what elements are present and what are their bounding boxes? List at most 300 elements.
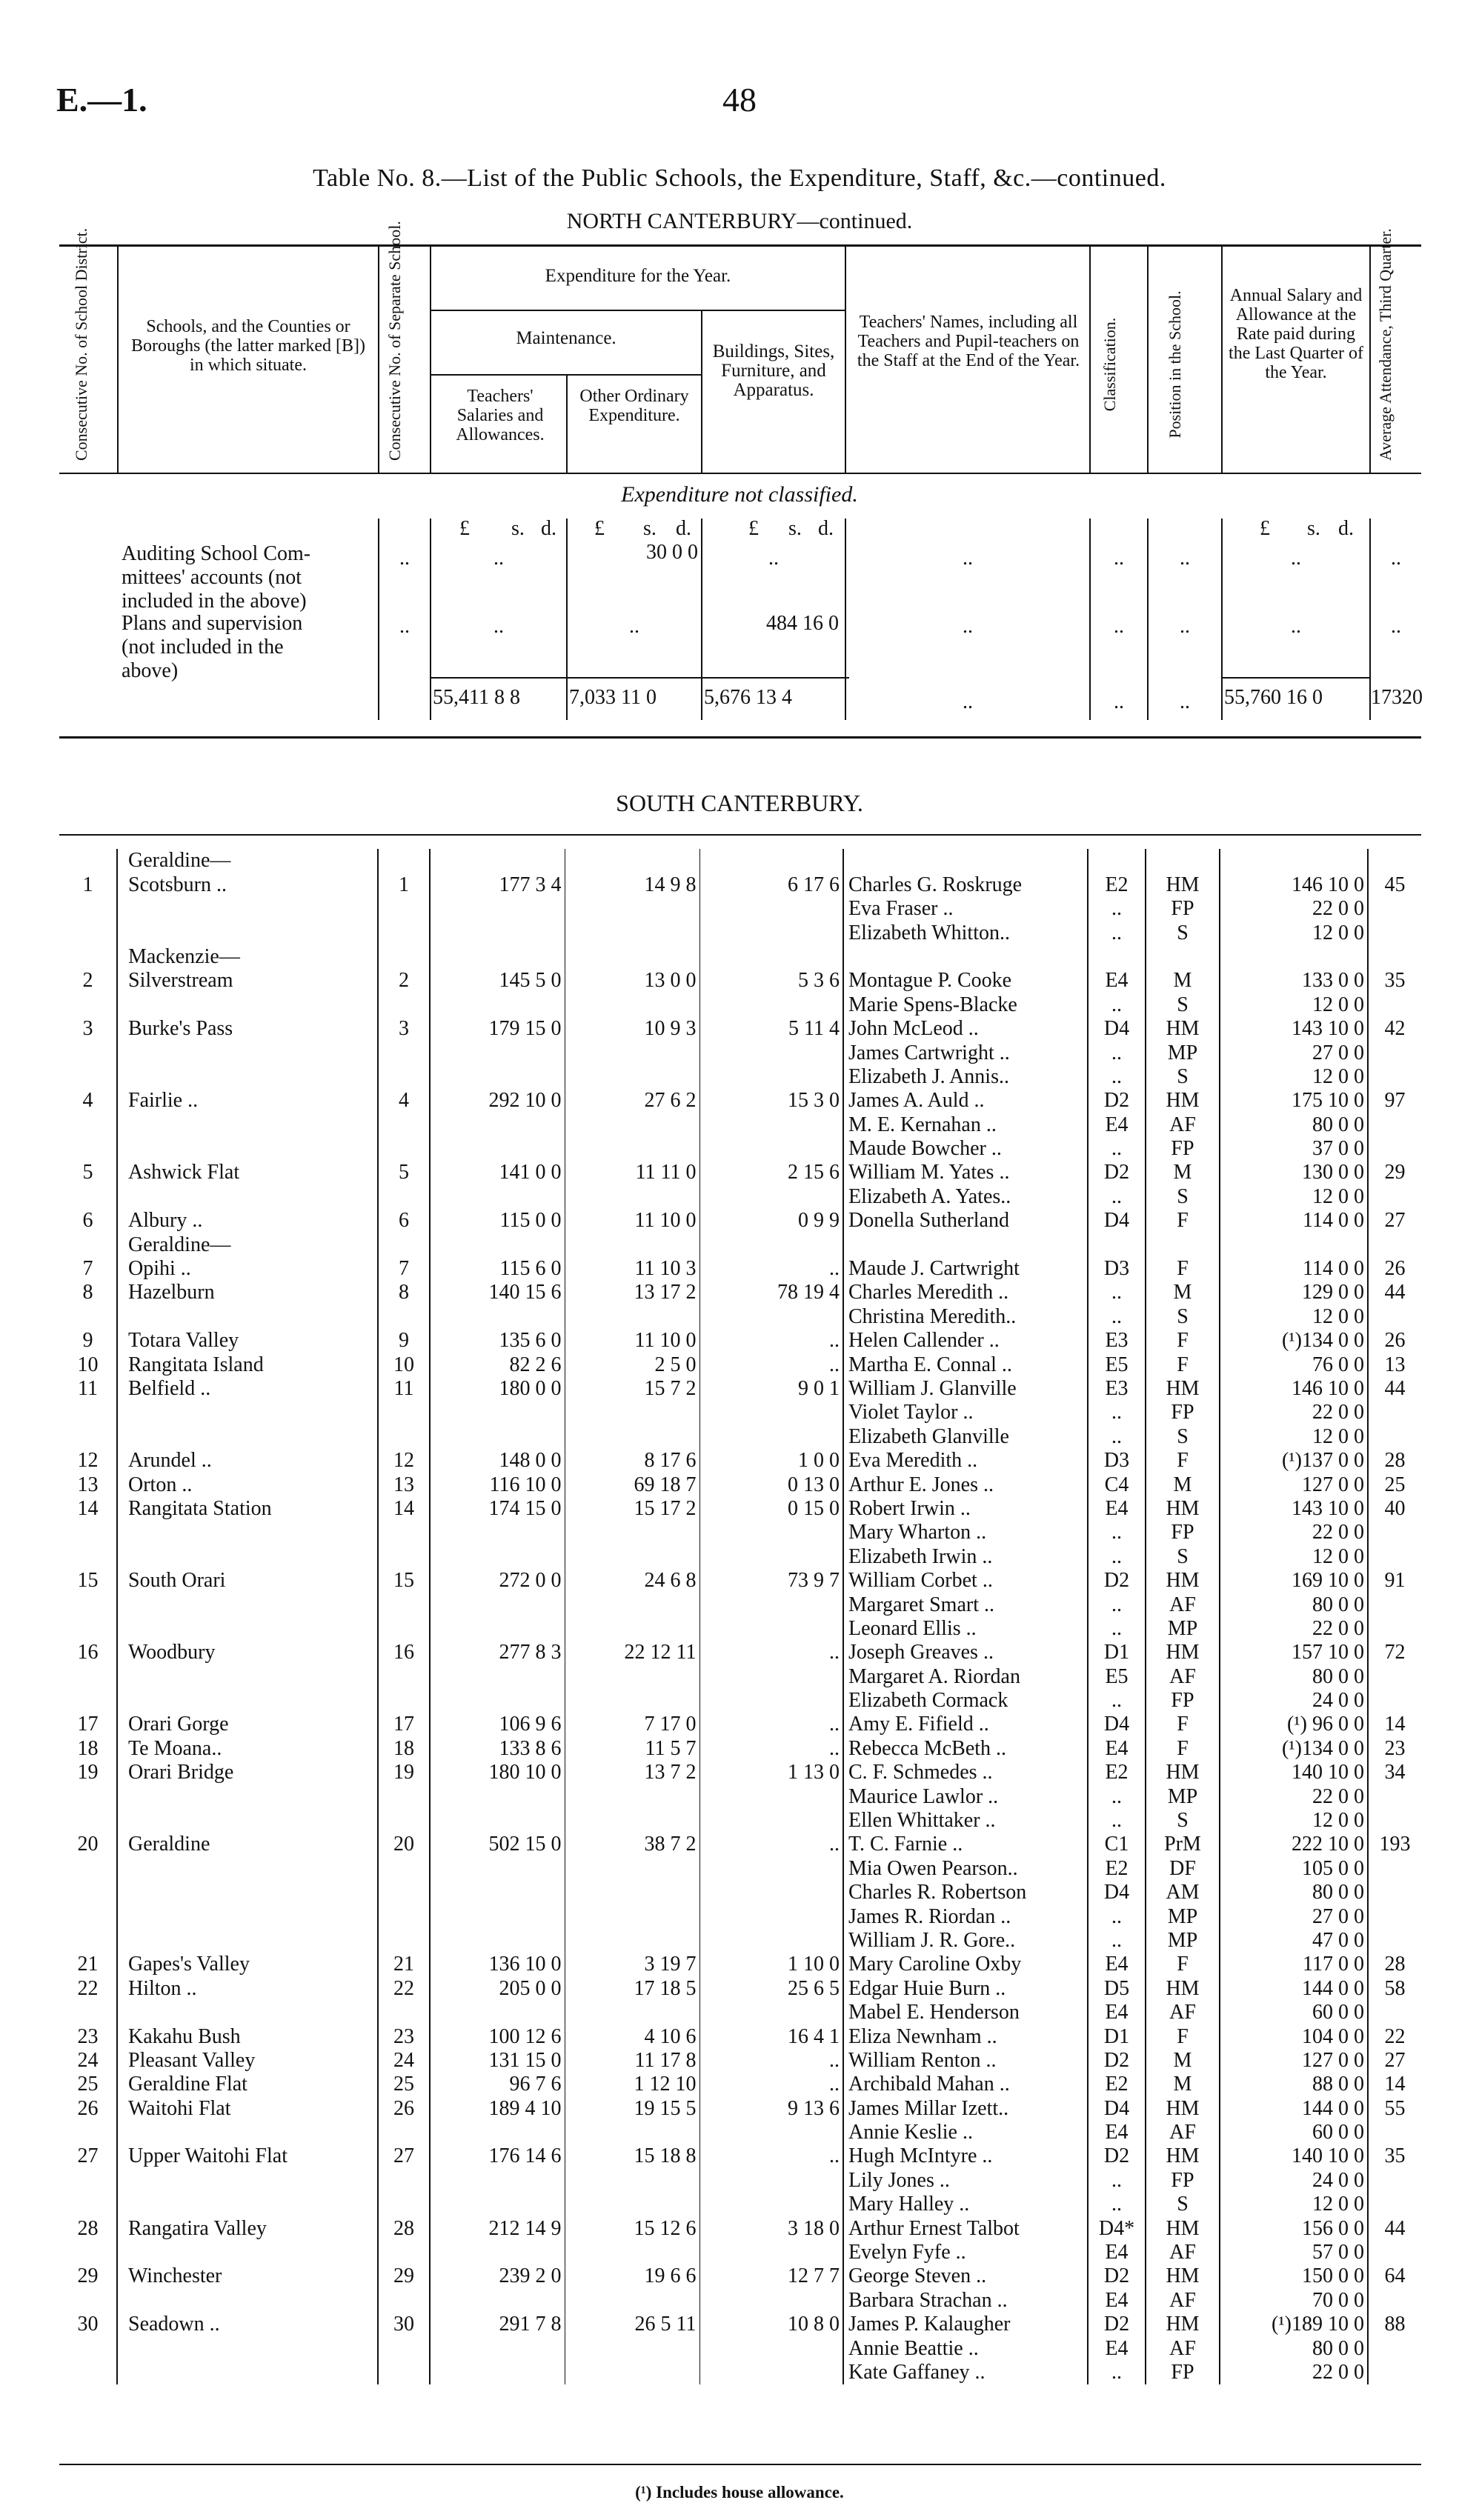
cell-att: 44 bbox=[1384, 1376, 1406, 1400]
cell-dist bbox=[59, 2336, 117, 2360]
table-row bbox=[59, 1593, 1421, 1616]
cell-sal: 12 0 0 bbox=[1220, 1424, 1368, 1448]
cell-att bbox=[1368, 2168, 1421, 2192]
cell-sep bbox=[378, 1689, 430, 1713]
cell-ox: 11 10 0 bbox=[565, 1329, 699, 1353]
cell-school bbox=[117, 2001, 378, 2024]
cell-ox: 11 11 0 bbox=[565, 1161, 699, 1184]
cell-sal: 12 0 0 bbox=[1220, 993, 1368, 1016]
table-row bbox=[59, 1976, 1421, 2000]
cell-school: Totara Valley bbox=[117, 1329, 378, 1353]
cell-sep bbox=[378, 945, 430, 969]
cell-ts: 179 15 0 bbox=[430, 1017, 565, 1041]
cell-ts: 148 0 0 bbox=[430, 1449, 565, 1473]
cell-ox: 15 18 8 bbox=[565, 2144, 699, 2168]
cell-cl: D2 bbox=[1088, 2313, 1146, 2336]
cell-dist bbox=[59, 2121, 117, 2144]
cell-ts: 106 9 6 bbox=[430, 1713, 565, 1736]
cell-pos: HM bbox=[1146, 1377, 1220, 1401]
cell-teacher: Mary Caroline Oxby bbox=[843, 1953, 1088, 1976]
cell-pos: AF bbox=[1146, 2121, 1220, 2144]
cell-ox: 22 12 11 bbox=[565, 1641, 699, 1664]
cell-ts bbox=[430, 921, 565, 944]
cell-ox bbox=[565, 1809, 699, 1833]
cell-cl: .. bbox=[1088, 1401, 1146, 1424]
cell-att: 35 bbox=[1384, 969, 1406, 993]
cell-ox: 27 6 2 bbox=[565, 1089, 699, 1113]
cell-sep: 4 bbox=[378, 1089, 430, 1113]
cell-sal: 22 0 0 bbox=[1220, 1401, 1368, 1424]
cell-ts bbox=[430, 1401, 565, 1424]
cell-sal: 157 10 0 bbox=[1220, 1641, 1368, 1664]
cell-pos: HM bbox=[1146, 1976, 1220, 2000]
cell-att: 58 bbox=[1384, 1976, 1406, 2000]
table-row bbox=[59, 2336, 1421, 2360]
cell-teacher: Lily Jones .. bbox=[843, 2168, 1088, 2192]
cell-sal: 47 0 0 bbox=[1220, 1929, 1368, 1953]
cell-att bbox=[1368, 2361, 1421, 2384]
cell-att bbox=[1368, 945, 1421, 969]
cell-school bbox=[117, 1424, 378, 1448]
cell-att bbox=[1368, 1041, 1421, 1064]
cell-ox bbox=[565, 2121, 699, 2144]
cell-dist: 3 bbox=[59, 1017, 117, 1041]
cell-school: Pleasant Valley bbox=[117, 2049, 378, 2073]
table-row bbox=[59, 1329, 1421, 1353]
table-row bbox=[59, 1065, 1421, 1089]
cell-sep: 1 bbox=[378, 873, 430, 896]
cell-bld bbox=[699, 1689, 843, 1713]
cell-sep bbox=[378, 921, 430, 944]
cell-dist bbox=[59, 1881, 117, 1904]
cell-sal: 12 0 0 bbox=[1220, 2193, 1368, 2216]
cell-sal: 133 0 0 bbox=[1220, 969, 1368, 993]
cell-bld: 15 3 0 bbox=[699, 1089, 843, 1113]
cell-bld: 1 10 0 bbox=[699, 1953, 843, 1976]
cell-cl: D2 bbox=[1088, 1089, 1146, 1113]
cell-ts: 277 8 3 bbox=[430, 1641, 565, 1664]
cell-bld bbox=[699, 1929, 843, 1953]
cell-sep: 25 bbox=[378, 2073, 430, 2096]
cell-bld: .. bbox=[699, 2144, 843, 2168]
cell-cl: C4 bbox=[1088, 1473, 1146, 1496]
cell-att: 14 bbox=[1384, 1713, 1406, 1736]
cell-sep bbox=[378, 1784, 430, 1808]
cell-ox: 1 12 10 bbox=[565, 2073, 699, 2096]
cell-school bbox=[117, 1113, 378, 1136]
cell-sep: 18 bbox=[378, 1736, 430, 1760]
cell-pos: M bbox=[1146, 1281, 1220, 1304]
cell-dist bbox=[59, 1664, 117, 1688]
cell-bld: 1 13 0 bbox=[699, 1761, 843, 1784]
table-row bbox=[59, 2216, 1421, 2240]
cell-att: 193 bbox=[1379, 1833, 1411, 1856]
cell-sep: 9 bbox=[378, 1329, 430, 1353]
cell-sep bbox=[378, 2361, 430, 2384]
other-expenditure-header: Other Ordinary Expenditure. bbox=[579, 387, 689, 425]
cell-dist: 6 bbox=[59, 1209, 117, 1233]
table-row bbox=[59, 2168, 1421, 2192]
cell-dist: 28 bbox=[59, 2216, 117, 2240]
cell-ox bbox=[565, 2336, 699, 2360]
cell-sal: (¹)137 0 0 bbox=[1220, 1449, 1368, 1473]
cell-ox bbox=[565, 1521, 699, 1544]
cell-ox bbox=[565, 1544, 699, 1568]
expenditure-header: Expenditure for the Year. bbox=[545, 266, 731, 286]
cell-bld: 0 13 0 bbox=[699, 1473, 843, 1496]
cell-teacher: Robert Irwin .. bbox=[843, 1497, 1088, 1521]
table-row bbox=[59, 2073, 1421, 2096]
cell-att: 64 bbox=[1384, 2264, 1406, 2288]
cell-ox: 14 9 8 bbox=[565, 873, 699, 896]
cell-school bbox=[117, 2121, 378, 2144]
cell-cl: E4 bbox=[1088, 2001, 1146, 2024]
cell-ts: 212 14 9 bbox=[430, 2216, 565, 2240]
cell-cl: D4 bbox=[1088, 2096, 1146, 2120]
cell-pos: S bbox=[1146, 1065, 1220, 1089]
cell-ox: 13 17 2 bbox=[565, 1281, 699, 1304]
cell-sal: 22 0 0 bbox=[1220, 1617, 1368, 1641]
cell-ts: 176 14 6 bbox=[430, 2144, 565, 2168]
cell-teacher: Elizabeth J. Annis.. bbox=[843, 1065, 1088, 1089]
cell-bld bbox=[699, 1184, 843, 1208]
cell-cl: .. bbox=[1088, 2361, 1146, 2384]
cell-cl: D4 bbox=[1088, 1713, 1146, 1736]
cell-school bbox=[117, 2241, 378, 2264]
cell-school: Kakahu Bush bbox=[117, 2024, 378, 2048]
cell-sep: 16 bbox=[378, 1641, 430, 1664]
cell-ts: 100 12 6 bbox=[430, 2024, 565, 2048]
cell-cl: .. bbox=[1088, 993, 1146, 1016]
cell-sal: 12 0 0 bbox=[1220, 921, 1368, 944]
cell-pos: FP bbox=[1146, 1401, 1220, 1424]
cell-school bbox=[117, 1593, 378, 1616]
cell-school bbox=[117, 1137, 378, 1161]
cell-ts bbox=[430, 1233, 565, 1256]
cell-teacher: Ellen Whittaker .. bbox=[843, 1809, 1088, 1833]
table-row bbox=[59, 2096, 1421, 2120]
cell-teacher: Elizabeth Whitton.. bbox=[843, 921, 1088, 944]
cell-ts bbox=[430, 1304, 565, 1328]
cell-cl: D4 bbox=[1088, 1209, 1146, 1233]
cell-cl: .. bbox=[1088, 1304, 1146, 1328]
cell-teacher: Eliza Newnham .. bbox=[843, 2024, 1088, 2048]
cell-teacher: William Corbet .. bbox=[843, 1569, 1088, 1593]
cell-sep: 6 bbox=[378, 1209, 430, 1233]
cell-dist: 26 bbox=[59, 2096, 117, 2120]
cell-cl: E2 bbox=[1088, 2073, 1146, 2096]
cell-cl: .. bbox=[1088, 1809, 1146, 1833]
cell-bld bbox=[699, 921, 843, 944]
table-row bbox=[59, 1953, 1421, 1976]
table-row bbox=[59, 1497, 1421, 1521]
cell-sal: 12 0 0 bbox=[1220, 1065, 1368, 1089]
cell-dist bbox=[59, 2241, 117, 2264]
cell-sep: 7 bbox=[378, 1257, 430, 1281]
cell-sep bbox=[378, 1664, 430, 1688]
cell-ox bbox=[565, 2001, 699, 2024]
cell-cl: E3 bbox=[1088, 1377, 1146, 1401]
cell-att: 97 bbox=[1384, 1089, 1406, 1113]
cell-pos: AM bbox=[1146, 1881, 1220, 1904]
cell-dist bbox=[59, 1113, 117, 1136]
cell-bld bbox=[699, 2121, 843, 2144]
cell-pos: F bbox=[1146, 1209, 1220, 1233]
cell-att: 35 bbox=[1384, 2144, 1406, 2168]
cell-sal: (¹)134 0 0 bbox=[1220, 1329, 1368, 1353]
cell-sal: 27 0 0 bbox=[1220, 1041, 1368, 1064]
cell-sep: 17 bbox=[378, 1713, 430, 1736]
cell-sep bbox=[378, 2241, 430, 2264]
cell-cl: E4 bbox=[1088, 2121, 1146, 2144]
cell-bld: .. bbox=[699, 1833, 843, 1856]
cell-bld: 78 19 4 bbox=[699, 1281, 843, 1304]
cell-cl: E4 bbox=[1088, 969, 1146, 993]
header-bottom-rule bbox=[59, 473, 1421, 474]
cell-sal: 24 0 0 bbox=[1220, 1689, 1368, 1713]
cell-pos: HM bbox=[1146, 2096, 1220, 2120]
cell-pos: AF bbox=[1146, 1664, 1220, 1688]
cell-sep: 30 bbox=[378, 2313, 430, 2336]
cell-att: 14 bbox=[1384, 2073, 1406, 2096]
cell-sal bbox=[1220, 1233, 1368, 1256]
table-row bbox=[59, 1761, 1421, 1784]
cell-bld bbox=[699, 1664, 843, 1688]
cell-att: 27 bbox=[1384, 1209, 1406, 1233]
table-title: Table No. 8.—List of the Public Schools, the Expenditure, Staff, &c.—continued. bbox=[313, 164, 1166, 192]
cell-sep bbox=[378, 1065, 430, 1089]
cell-dist bbox=[59, 1904, 117, 1928]
cell-teacher: Maude Bowcher .. bbox=[843, 1137, 1088, 1161]
cell-ox bbox=[565, 849, 699, 873]
cell-sal: 12 0 0 bbox=[1220, 1544, 1368, 1568]
cell-dist bbox=[59, 1809, 117, 1833]
cell-bld: .. bbox=[699, 2049, 843, 2073]
table-row bbox=[59, 1377, 1421, 1401]
cell-cl: E2 bbox=[1088, 1761, 1146, 1784]
cell-pos bbox=[1146, 1233, 1220, 1256]
cell-att bbox=[1368, 1664, 1421, 1688]
cell-bld: 0 9 9 bbox=[699, 1209, 843, 1233]
cell-sep bbox=[378, 849, 430, 873]
cell-ox bbox=[565, 2361, 699, 2384]
cell-ts: 133 8 6 bbox=[430, 1736, 565, 1760]
cell-sep bbox=[378, 1304, 430, 1328]
cell-ox bbox=[565, 2193, 699, 2216]
cell-dist: 9 bbox=[59, 1329, 117, 1353]
cell-cl: .. bbox=[1088, 1784, 1146, 1808]
cell-att: 22 bbox=[1384, 2024, 1406, 2048]
col-separate-header: Consecutive No. of Separate School. bbox=[385, 221, 404, 461]
cell-sep: 19 bbox=[378, 1761, 430, 1784]
cell-ox: 2 5 0 bbox=[565, 1353, 699, 1376]
cell-sal: 22 0 0 bbox=[1220, 897, 1368, 921]
cell-school bbox=[117, 1521, 378, 1544]
cell-teacher: Violet Taylor .. bbox=[843, 1401, 1088, 1424]
cell-pos: AF bbox=[1146, 2001, 1220, 2024]
cell-pos: HM bbox=[1146, 1641, 1220, 1664]
cell-bld: .. bbox=[699, 1257, 843, 1281]
cell-bld bbox=[699, 2001, 843, 2024]
cell-dist: 7 bbox=[59, 1257, 117, 1281]
cell-att bbox=[1368, 849, 1421, 873]
cell-pos: PrM bbox=[1146, 1833, 1220, 1856]
cell-teacher: Barbara Strachan .. bbox=[843, 2288, 1088, 2312]
cell-cl: .. bbox=[1088, 1137, 1146, 1161]
cell-dist: 15 bbox=[59, 1569, 117, 1593]
cell-sep: 22 bbox=[378, 1976, 430, 2000]
cell-school bbox=[117, 921, 378, 944]
cell-sep bbox=[378, 2336, 430, 2360]
cell-dist bbox=[59, 897, 117, 921]
cell-sep: 13 bbox=[378, 1473, 430, 1496]
table-row bbox=[59, 1784, 1421, 1808]
annual-salary-header: Annual Salary and Allowance at the Rate paid during the Last Quarter of the Year. bbox=[1229, 286, 1363, 382]
cell-pos: S bbox=[1146, 1184, 1220, 1208]
cell-teacher: M. E. Kernahan .. bbox=[843, 1113, 1088, 1136]
cell-school bbox=[117, 1929, 378, 1953]
cell-ts bbox=[430, 1689, 565, 1713]
cell-ts bbox=[430, 1617, 565, 1641]
cell-pos: M bbox=[1146, 2049, 1220, 2073]
not-classified-label: Expenditure not classified. bbox=[621, 482, 858, 507]
cell-att: 42 bbox=[1384, 1017, 1406, 1041]
cell-pos: HM bbox=[1146, 2264, 1220, 2288]
table-row bbox=[59, 2264, 1421, 2288]
cell-teacher: Donella Sutherland bbox=[843, 1209, 1088, 1233]
cell-school: Geraldine bbox=[117, 1833, 378, 1856]
table-row bbox=[59, 1401, 1421, 1424]
cell-ox bbox=[565, 993, 699, 1016]
cell-sep: 15 bbox=[378, 1569, 430, 1593]
cell-cl: E4 bbox=[1088, 2241, 1146, 2264]
cell-school: Orton .. bbox=[117, 1473, 378, 1496]
cell-att: 13 bbox=[1384, 1353, 1406, 1376]
cell-sal: 88 0 0 bbox=[1220, 2073, 1368, 2096]
cell-sal: 22 0 0 bbox=[1220, 2361, 1368, 2384]
cell-att bbox=[1368, 1401, 1421, 1424]
cell-att: 45 bbox=[1384, 873, 1406, 896]
cell-cl: .. bbox=[1088, 1065, 1146, 1089]
cell-sal: 169 10 0 bbox=[1220, 1569, 1368, 1593]
cell-ox: 19 15 5 bbox=[565, 2096, 699, 2120]
cell-ts: 205 0 0 bbox=[430, 1976, 565, 2000]
cell-cl: .. bbox=[1088, 1424, 1146, 1448]
cell-sal: 143 10 0 bbox=[1220, 1017, 1368, 1041]
cell-ox bbox=[565, 1137, 699, 1161]
cell-sep: 8 bbox=[378, 1281, 430, 1304]
cell-ts bbox=[430, 2288, 565, 2312]
cell-teacher: Maude J. Cartwright bbox=[843, 1257, 1088, 1281]
cell-sep: 2 bbox=[378, 969, 430, 993]
cell-bld bbox=[699, 1113, 843, 1136]
buildings-header: Buildings, Sites, Furniture, and Apparatus. bbox=[712, 341, 835, 400]
south-top-rule bbox=[59, 834, 1421, 836]
cell-school: Hilton .. bbox=[117, 1976, 378, 2000]
cell-dist bbox=[59, 849, 117, 873]
table-row bbox=[59, 1113, 1421, 1136]
cell-dist bbox=[59, 1304, 117, 1328]
cell-sep bbox=[378, 993, 430, 1016]
cell-sep: 23 bbox=[378, 2024, 430, 2048]
cell-cl: E4 bbox=[1088, 2336, 1146, 2360]
cell-dist: 17 bbox=[59, 1713, 117, 1736]
cell-pos: AF bbox=[1146, 2336, 1220, 2360]
cell-pos: FP bbox=[1146, 1689, 1220, 1713]
cell-att bbox=[1368, 1065, 1421, 1089]
cell-sep bbox=[378, 1593, 430, 1616]
table-row bbox=[59, 1569, 1421, 1593]
cell-ox bbox=[565, 1184, 699, 1208]
cell-school: Arundel .. bbox=[117, 1449, 378, 1473]
table-row bbox=[59, 897, 1421, 921]
table-row bbox=[59, 1641, 1421, 1664]
cell-att bbox=[1368, 2121, 1421, 2144]
cell-cl: E5 bbox=[1088, 1664, 1146, 1688]
cell-ts: 239 2 0 bbox=[430, 2264, 565, 2288]
cell-ox bbox=[565, 1041, 699, 1064]
cell-teacher: T. C. Farnie .. bbox=[843, 1833, 1088, 1856]
cell-att: 44 bbox=[1384, 1281, 1406, 1304]
cell-ox: 13 7 2 bbox=[565, 1761, 699, 1784]
table-row bbox=[59, 2121, 1421, 2144]
cell-bld bbox=[699, 1593, 843, 1616]
cell-sep bbox=[378, 1113, 430, 1136]
cell-ts bbox=[430, 2361, 565, 2384]
cell-school: Silverstream bbox=[117, 969, 378, 993]
cell-ts: 502 15 0 bbox=[430, 1833, 565, 1856]
cell-teacher: Elizabeth Cormack bbox=[843, 1689, 1088, 1713]
cell-dist: 13 bbox=[59, 1473, 117, 1496]
cell-ts: 136 10 0 bbox=[430, 1953, 565, 1976]
cell-ts: 180 0 0 bbox=[430, 1377, 565, 1401]
cell-bld bbox=[699, 993, 843, 1016]
cell-att: 55 bbox=[1384, 2096, 1406, 2120]
cell-teacher: Martha E. Connal .. bbox=[843, 1353, 1088, 1376]
cell-sep bbox=[378, 2288, 430, 2312]
cell-sal: 140 10 0 bbox=[1220, 2144, 1368, 2168]
cell-pos: S bbox=[1146, 1544, 1220, 1568]
cell-ox bbox=[565, 1401, 699, 1424]
cell-school: Ashwick Flat bbox=[117, 1161, 378, 1184]
cell-teacher: Leonard Ellis .. bbox=[843, 1617, 1088, 1641]
cell-pos: S bbox=[1146, 1304, 1220, 1328]
cell-sep: 29 bbox=[378, 2264, 430, 2288]
cell-ox: 7 17 0 bbox=[565, 1713, 699, 1736]
table-row bbox=[59, 1304, 1421, 1328]
cell-sal: (¹)134 0 0 bbox=[1220, 1736, 1368, 1760]
cell-sal: 129 0 0 bbox=[1220, 1281, 1368, 1304]
cell-bld bbox=[699, 2241, 843, 2264]
cell-bld bbox=[699, 1137, 843, 1161]
cell-bld bbox=[699, 945, 843, 969]
table-row bbox=[59, 1664, 1421, 1688]
cell-cl: .. bbox=[1088, 1184, 1146, 1208]
cell-school bbox=[117, 1784, 378, 1808]
cell-teacher: Edgar Huie Burn .. bbox=[843, 1976, 1088, 2000]
cell-sal: 76 0 0 bbox=[1220, 1353, 1368, 1376]
cell-dist: 24 bbox=[59, 2049, 117, 2073]
cell-teacher: Amy E. Fifield .. bbox=[843, 1713, 1088, 1736]
cell-ts bbox=[430, 2241, 565, 2264]
cell-sep: 3 bbox=[378, 1017, 430, 1041]
cell-teacher: Hugh McIntyre .. bbox=[843, 2144, 1088, 2168]
cell-dist: 21 bbox=[59, 1953, 117, 1976]
cell-school: Fairlie .. bbox=[117, 1089, 378, 1113]
cell-cl: E3 bbox=[1088, 1329, 1146, 1353]
cell-bld: 5 3 6 bbox=[699, 969, 843, 993]
cell-bld bbox=[699, 849, 843, 873]
